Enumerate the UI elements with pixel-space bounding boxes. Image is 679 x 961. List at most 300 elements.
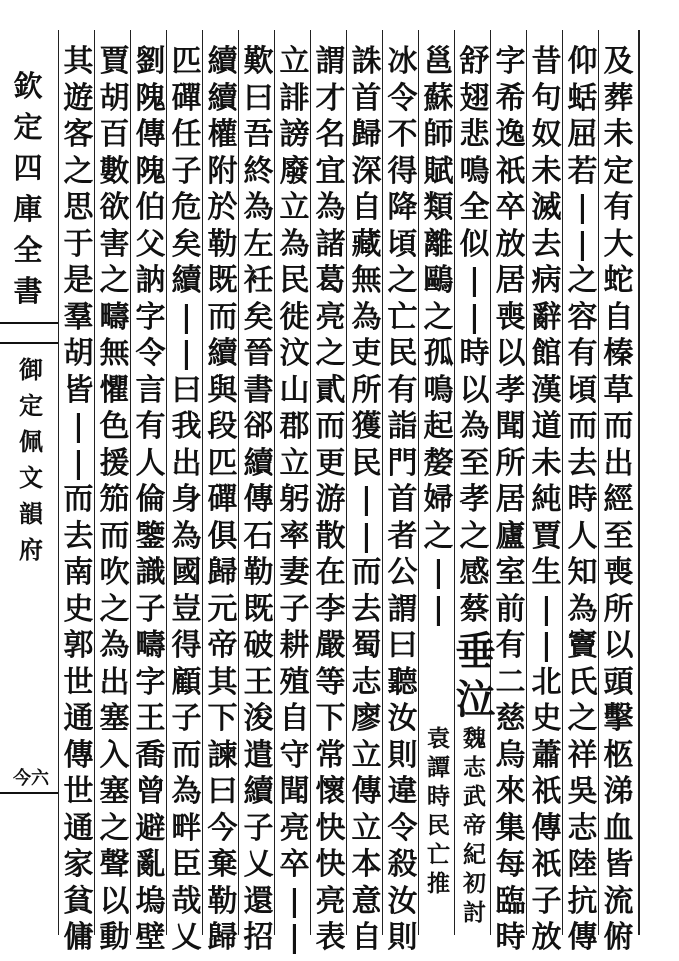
text-char: | — [469, 299, 480, 335]
text-char: 為 — [99, 628, 130, 663]
text-char: 破 — [243, 628, 274, 663]
text-char: 頃 — [567, 372, 598, 408]
annotation-char: 討 — [463, 899, 486, 926]
text-char: | — [181, 336, 192, 371]
text-char: 而 — [351, 555, 382, 590]
text-char: 血 — [603, 810, 634, 846]
text-char: 表 — [315, 920, 346, 955]
text-char: 為 — [351, 299, 382, 335]
text-char: 則 — [387, 737, 418, 773]
headword-char: 垂 — [455, 628, 496, 675]
text-char: 涕 — [603, 774, 634, 809]
text-char: 葬 — [603, 80, 634, 116]
text-char: 蜀 — [351, 628, 382, 663]
text-char: 王 — [135, 701, 166, 736]
text-char: 之 — [567, 263, 598, 298]
page-number-rule — [0, 792, 58, 794]
text-char: 動 — [99, 920, 130, 955]
text-char: 而 — [315, 409, 346, 444]
text-char: | — [541, 628, 552, 663]
text-char: 仰 — [567, 44, 598, 79]
text-char: 首 — [351, 80, 382, 116]
text-char: 意 — [351, 883, 382, 919]
text-char: 人 — [567, 518, 598, 554]
text-char: 為 — [315, 190, 346, 225]
text-char: 孝 — [495, 372, 526, 408]
text-char: 流 — [603, 883, 634, 919]
text-char: 匹 — [171, 44, 202, 79]
text-char: 於 — [207, 190, 238, 225]
text-char: 羣 — [63, 299, 94, 335]
page-number: 今六 — [13, 768, 49, 789]
text-char: 有 — [387, 372, 418, 408]
text-char: 南 — [63, 555, 94, 590]
text-char: 劉 — [135, 44, 166, 79]
text-char: 傳 — [243, 482, 274, 517]
text-char: 避 — [135, 810, 166, 846]
text-char: 公 — [387, 555, 418, 590]
text-char: 守 — [279, 737, 310, 773]
text-char: 妻 — [279, 555, 310, 590]
text-char: 為 — [243, 190, 274, 225]
text-char: 顧 — [171, 664, 202, 700]
text-char: | — [181, 299, 192, 335]
text-char: 立 — [351, 737, 382, 773]
text-char: 昔 — [531, 44, 562, 79]
text-char: 俯 — [603, 920, 634, 955]
text-char: 亂 — [135, 847, 166, 882]
text-char: 子 — [135, 591, 166, 627]
text-char: 有 — [495, 628, 526, 663]
text-char: 立 — [279, 44, 310, 79]
text-char: 其 — [63, 44, 94, 79]
text-char: 去 — [351, 591, 382, 627]
text-char: 祇 — [531, 847, 562, 882]
text-char: 草 — [603, 372, 634, 408]
text-char: 既 — [207, 263, 238, 298]
text-char: 無 — [351, 263, 382, 298]
text-char: 其 — [207, 664, 238, 700]
text-char: 者 — [387, 518, 418, 554]
text-char: 殺 — [387, 847, 418, 882]
text-char: 擊 — [603, 701, 634, 736]
text-char: 不 — [387, 117, 418, 152]
text-char: | — [577, 190, 588, 225]
text-char: 放 — [531, 920, 562, 955]
text-char: 鳴 — [423, 372, 454, 408]
text-char: 躬 — [279, 482, 310, 517]
text-char: 之 — [423, 518, 454, 554]
text-char: 蕭 — [531, 737, 562, 773]
text-char: 殖 — [279, 664, 310, 700]
text-char: 立 — [279, 445, 310, 481]
text-char: 而 — [63, 482, 94, 517]
text-char: 歸 — [207, 920, 238, 955]
text-char: 塞 — [99, 701, 130, 736]
text-char: 率 — [279, 518, 310, 554]
text-char: 所 — [351, 372, 382, 408]
text-char: 貧 — [63, 883, 94, 919]
text-char: 謗 — [279, 117, 310, 152]
text-char: 危 — [171, 190, 202, 225]
text-char: 帝 — [207, 628, 238, 663]
text-char: 隗 — [135, 80, 166, 116]
text-char: 百 — [99, 117, 130, 152]
text-char: | — [433, 591, 444, 627]
headword-char: 泣 — [455, 676, 496, 723]
text-char: 訥 — [135, 263, 166, 298]
text-char: 未 — [603, 117, 634, 152]
text-char: 所 — [603, 591, 634, 627]
text-char: 翅 — [459, 80, 490, 116]
text-char: 起 — [423, 409, 454, 444]
text-char: 懼 — [99, 372, 130, 408]
text-char: 王 — [243, 664, 274, 700]
text-char: 謂 — [387, 591, 418, 627]
text-char: 館 — [531, 336, 562, 371]
text-char: 以 — [99, 883, 130, 919]
text-char: | — [289, 883, 300, 919]
text-char: 字 — [135, 299, 166, 335]
text-char: 去 — [63, 518, 94, 554]
text-char: 本 — [351, 847, 382, 882]
text-column — [56, 44, 101, 955]
text-char: | — [289, 920, 300, 955]
text-char: 才 — [315, 80, 346, 116]
text-char: 續 — [243, 445, 274, 481]
text-char: 賈 — [99, 44, 130, 79]
text-char: 定 — [603, 153, 634, 189]
text-char: 至 — [459, 445, 490, 481]
text-char: 史 — [63, 591, 94, 627]
text-char: 曰 — [171, 372, 202, 408]
text-char: 滅 — [531, 190, 562, 225]
text-char: 師 — [423, 117, 454, 152]
outer-border — [638, 30, 640, 935]
text-char: 遊 — [63, 80, 94, 116]
text-char: 今 — [207, 810, 238, 846]
text-char: 似 — [459, 226, 490, 262]
text-char: 子 — [243, 810, 274, 846]
text-char: 烏 — [495, 737, 526, 773]
text-char: 曾 — [135, 774, 166, 809]
text-char: 若 — [567, 153, 598, 189]
annotation-char: 志 — [463, 754, 486, 781]
text-char: 等 — [315, 664, 346, 700]
text-char: 衽 — [243, 263, 274, 298]
center-gutter — [0, 30, 59, 935]
text-char: 則 — [387, 920, 418, 955]
text-char: 違 — [387, 774, 418, 809]
text-char: 諸 — [315, 226, 346, 262]
text-char: 皆 — [603, 847, 634, 882]
text-char: 令 — [387, 80, 418, 116]
text-char: 之 — [99, 810, 130, 846]
text-char: 聲 — [99, 847, 130, 882]
text-char: 廬 — [495, 518, 526, 554]
text-char: 而 — [567, 409, 598, 444]
text-char: 居 — [495, 482, 526, 517]
text-char: 賦 — [423, 153, 454, 189]
text-char: 游 — [315, 482, 346, 517]
text-char: 塞 — [99, 774, 130, 809]
text-char: 榛 — [603, 336, 634, 371]
text-char: 辭 — [531, 299, 562, 335]
text-char: 自 — [279, 701, 310, 736]
text-char: 純 — [531, 482, 562, 517]
text-char: 有 — [567, 336, 598, 371]
text-char: 字 — [135, 664, 166, 700]
text-char: 令 — [135, 336, 166, 371]
text-char: 臣 — [171, 847, 202, 882]
text-char: 獲 — [351, 409, 382, 444]
text-char: 無 — [99, 336, 130, 371]
text-char: 自 — [351, 920, 382, 955]
text-char: 子 — [171, 701, 202, 736]
text-char: 為 — [171, 518, 202, 554]
annotation-char: 時 — [427, 783, 450, 810]
text-char: 歸 — [351, 117, 382, 152]
text-char: 在 — [315, 555, 346, 590]
text-char: 抗 — [567, 883, 598, 919]
text-char: 喪 — [495, 299, 526, 335]
text-char: 下 — [315, 701, 346, 736]
text-char: 害 — [99, 226, 130, 262]
text-char: 山 — [279, 372, 310, 408]
text-char: 首 — [387, 482, 418, 517]
text-char: 左 — [243, 226, 274, 262]
text-char: 以 — [459, 372, 490, 408]
text-char: 有 — [603, 190, 634, 225]
text-char: 出 — [99, 664, 130, 700]
text-char: 感 — [459, 555, 490, 590]
text-char: 而 — [99, 518, 130, 554]
text-char: 磾 — [171, 80, 202, 116]
text-char: 客 — [63, 117, 94, 152]
text-char: 藏 — [351, 226, 382, 262]
text-char: 鳴 — [459, 153, 490, 189]
text-char: 室 — [495, 555, 526, 590]
text-char: 懷 — [315, 774, 346, 809]
text-char: 國 — [171, 555, 202, 590]
text-char: 蘇 — [423, 80, 454, 116]
text-char: 終 — [243, 153, 274, 189]
text-char: 畔 — [171, 810, 202, 846]
text-char: 蛇 — [603, 263, 634, 298]
text-char: 全 — [459, 190, 490, 225]
text-char: 悲 — [459, 117, 490, 152]
text-char: 豈 — [171, 591, 202, 627]
text-char: 來 — [495, 774, 526, 809]
text-char: 快 — [315, 847, 346, 882]
text-char: 耕 — [279, 628, 310, 663]
text-char: 快 — [315, 810, 346, 846]
text-char: 家 — [63, 847, 94, 882]
annotation-char: 亡 — [427, 841, 450, 868]
text-char: 頭 — [603, 664, 634, 700]
text-char: 廖 — [351, 701, 382, 736]
text-char: 子 — [171, 153, 202, 189]
annotation-char: 魏 — [463, 725, 486, 752]
book-title-char: 全 — [13, 233, 43, 267]
text-char: 為 — [279, 226, 310, 262]
text-char: 權 — [207, 117, 238, 152]
text-char: 通 — [63, 701, 94, 736]
text-char: 二 — [495, 664, 526, 700]
text-char: 乂 — [171, 920, 202, 955]
text-char: 徙 — [279, 299, 310, 335]
text-char: 續 — [207, 44, 238, 79]
text-char: | — [541, 591, 552, 627]
text-char: 傳 — [531, 810, 562, 846]
text-char: 祥 — [567, 737, 598, 773]
text-char: 嚴 — [315, 628, 346, 663]
text-char: 常 — [315, 737, 346, 773]
text-char: 陸 — [567, 847, 598, 882]
text-char: 矣 — [171, 226, 202, 262]
text-char: 為 — [171, 774, 202, 809]
text-char: 謂 — [315, 44, 346, 79]
text-char: 得 — [171, 628, 202, 663]
text-char: | — [577, 226, 588, 262]
text-char: 生 — [531, 555, 562, 590]
text-char: 諫 — [207, 737, 238, 773]
text-char: 以 — [603, 628, 634, 663]
text-char: 蛞 — [567, 80, 598, 116]
text-char: 父 — [135, 226, 166, 262]
text-char: 亮 — [315, 883, 346, 919]
text-char: 吳 — [567, 774, 598, 809]
text-char: 句 — [531, 80, 562, 116]
text-char: 浚 — [243, 701, 274, 736]
volume-title — [14, 352, 48, 568]
text-char: 而 — [171, 737, 202, 773]
text-char: 既 — [243, 591, 274, 627]
text-char: 鑒 — [135, 518, 166, 554]
text-char: 傭 — [63, 920, 94, 955]
text-char: 喪 — [603, 555, 634, 590]
text-char: 立 — [279, 190, 310, 225]
text-char: 祇 — [531, 774, 562, 809]
text-char: 為 — [567, 591, 598, 627]
text-char: 知 — [567, 555, 598, 590]
text-char: 是 — [63, 263, 94, 298]
text-char: 婦 — [423, 482, 454, 517]
book-title-char: 定 — [13, 110, 43, 144]
text-char: 志 — [567, 810, 598, 846]
text-char: | — [361, 482, 372, 517]
text-char: 吏 — [351, 336, 382, 371]
text-char: 民 — [387, 336, 418, 371]
text-char: 勒 — [207, 883, 238, 919]
annotation-char: 武 — [463, 783, 486, 810]
text-char: 欲 — [99, 190, 130, 225]
text-char: 郡 — [279, 409, 310, 444]
text-char: 傳 — [567, 920, 598, 955]
text-char: 孝 — [459, 482, 490, 517]
text-char: 汝 — [387, 701, 418, 736]
text-char: 時 — [495, 920, 526, 955]
text-char: 柩 — [603, 737, 634, 773]
text-char: 奴 — [531, 117, 562, 152]
text-char: 胡 — [99, 80, 130, 116]
text-char: 子 — [279, 591, 310, 627]
text-char: 入 — [99, 737, 130, 773]
volume-title-char: 佩 — [19, 427, 43, 456]
fishtail-mark — [0, 322, 58, 344]
text-char: 塢 — [135, 883, 166, 919]
text-char: 色 — [99, 409, 130, 444]
text-char: 元 — [207, 591, 238, 627]
text-char: 放 — [495, 226, 526, 262]
text-char: 詣 — [387, 409, 418, 444]
text-char: 慈 — [495, 701, 526, 736]
text-char: 段 — [207, 409, 238, 444]
text-char: 亮 — [315, 299, 346, 335]
text-char: 亮 — [279, 810, 310, 846]
text-char: 聞 — [279, 774, 310, 809]
text-char: 卒 — [495, 190, 526, 225]
text-char: 之 — [423, 299, 454, 335]
text-char: 人 — [135, 445, 166, 481]
text-char: 招 — [243, 920, 274, 955]
text-char: 傳 — [63, 737, 94, 773]
text-char: 識 — [135, 555, 166, 590]
text-char: 及 — [603, 44, 634, 79]
text-char: 氏 — [567, 664, 598, 700]
text-char: 而 — [207, 299, 238, 335]
text-char: 身 — [171, 482, 202, 517]
text-char: 倫 — [135, 482, 166, 517]
text-char: 之 — [63, 153, 94, 189]
text-char: 子 — [531, 883, 562, 919]
text-char: 宜 — [315, 153, 346, 189]
text-char: 喬 — [135, 737, 166, 773]
text-char: 續 — [243, 774, 274, 809]
text-char: 以 — [495, 336, 526, 371]
text-char: 遣 — [243, 737, 274, 773]
book-title — [8, 66, 48, 312]
text-char: 曰 — [387, 628, 418, 663]
text-char: 逸 — [495, 117, 526, 152]
volume-title-char: 府 — [19, 535, 43, 564]
annotation-char: 譚 — [427, 754, 450, 781]
text-char: 勒 — [243, 555, 274, 590]
text-char: 臨 — [495, 883, 526, 919]
text-char: 附 — [207, 153, 238, 189]
text-char: 出 — [171, 445, 202, 481]
text-char: 續 — [207, 80, 238, 116]
annotation-char: 紀 — [463, 841, 486, 868]
text-char: 未 — [531, 445, 562, 481]
text-char: 聞 — [495, 409, 526, 444]
text-char: 之 — [315, 336, 346, 371]
volume-title-char: 定 — [19, 391, 43, 420]
text-char: 誅 — [351, 44, 382, 79]
text-char: 于 — [63, 226, 94, 262]
text-char: 我 — [171, 409, 202, 444]
text-char: 隗 — [135, 153, 166, 189]
text-char: 葛 — [315, 263, 346, 298]
text-char: 北 — [531, 664, 562, 700]
text-char: 廢 — [279, 153, 310, 189]
text-char: 孤 — [423, 336, 454, 371]
text-char: 誹 — [279, 80, 310, 116]
text-char: 史 — [531, 701, 562, 736]
text-char: 希 — [495, 80, 526, 116]
volume-title-char: 韻 — [19, 499, 43, 528]
text-char: | — [73, 409, 84, 444]
